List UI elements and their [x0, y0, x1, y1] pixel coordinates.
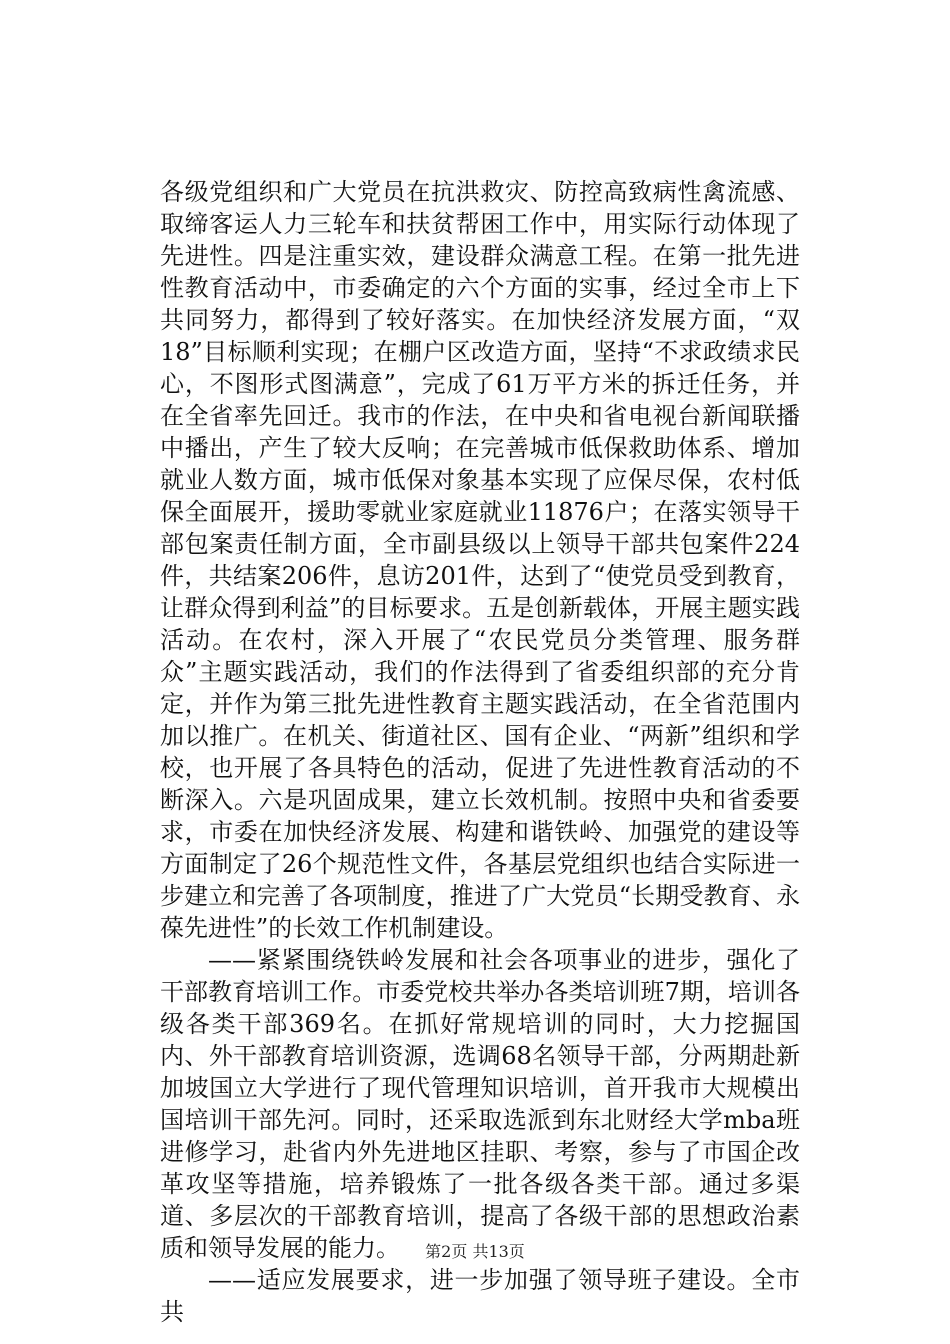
paragraph-continuation: 各级党组织和广大党员在抗洪救灾、防控高致病性禽流感、取缔客运人力三轮车和扶贫帮困工作中，用实际行动体现了先进性。四是注重实效，建设群众满意工程。在第一批先进性教育活动中，市委确定的六个方面的实事，经过全市上下共同努力，都得到了较好落实。在加快经济发展方面，“双18”目标顺利实现；在棚户区改造方面，坚持“不求政绩求民心，不图形式图满意”，完成了61万平方米的拆迁任务，并在全省率先回迁。我市的作法，在中央和省电视台新闻联播中播出，产生了较大反响；在完善城市低保救助体系、增加就业人数方面，城市低保对象基本实现了应保尽保，农村低保全面展开，援助零就业家庭就业11876户；在落实领导干部包案责任制方面，全市副县级以上领导干部共包案件224件，共结案206件，息访201件，达到了“使党员受到教育，让群众得到利益”的目标要求。五是创新载体，开展主题实践活动。在农村，深入开展了“农民党员分类管理、服务群众”主题实践活动，我们的作法得到了省委组织部的充分肯定，并作为第三批先进性教育主题实践活动，在全省范围内加以推广。在机关、街道社区、国有企业、“两新”组织和学校，也开展了各具特色的活动，促进了先进性教育活动的不断深入。六是巩固成果，建立长效机制。按照中央和省委要求，市委在加快经济发展、构建和谐铁岭、加强党的建设等方面制定了26个规范性文件，各基层党组织也结合实际进一步建立和完善了各项制度，推进了广大党员“长期受教育、永葆先进性”的长效工作机制建设。 [160, 178, 800, 942]
paragraph-leadership-team: ——适应发展要求，进一步加强了领导班子建设。全市共 [160, 1266, 800, 1326]
page-footer: 第2页 共13页 [425, 1242, 525, 1261]
paragraph-cadre-training: ——紧紧围绕铁岭发展和社会各项事业的进步，强化了干部教育培训工作。市委党校共举办各类培训班7期，培训各级各类干部369名。在抓好常规培训的同时，大力挖掘国内、外干部教育培训资源，选调68名领导干部，分两期赴新加坡国立大学进行了现代管理知识培训，首开我市大规模出国培训干部先河。同时，还采取选派到东北财经大学mba班进修学习，赴省内外先进地区挂职、考察，参与了市国企改革攻坚等措施，培养锻炼了一批各级各类干部。通过多渠道、多层次的干部教育培训，提高了各级干部的思想政治素质和领导发展的能力。 [160, 946, 800, 1262]
document-body [160, 176, 800, 1328]
